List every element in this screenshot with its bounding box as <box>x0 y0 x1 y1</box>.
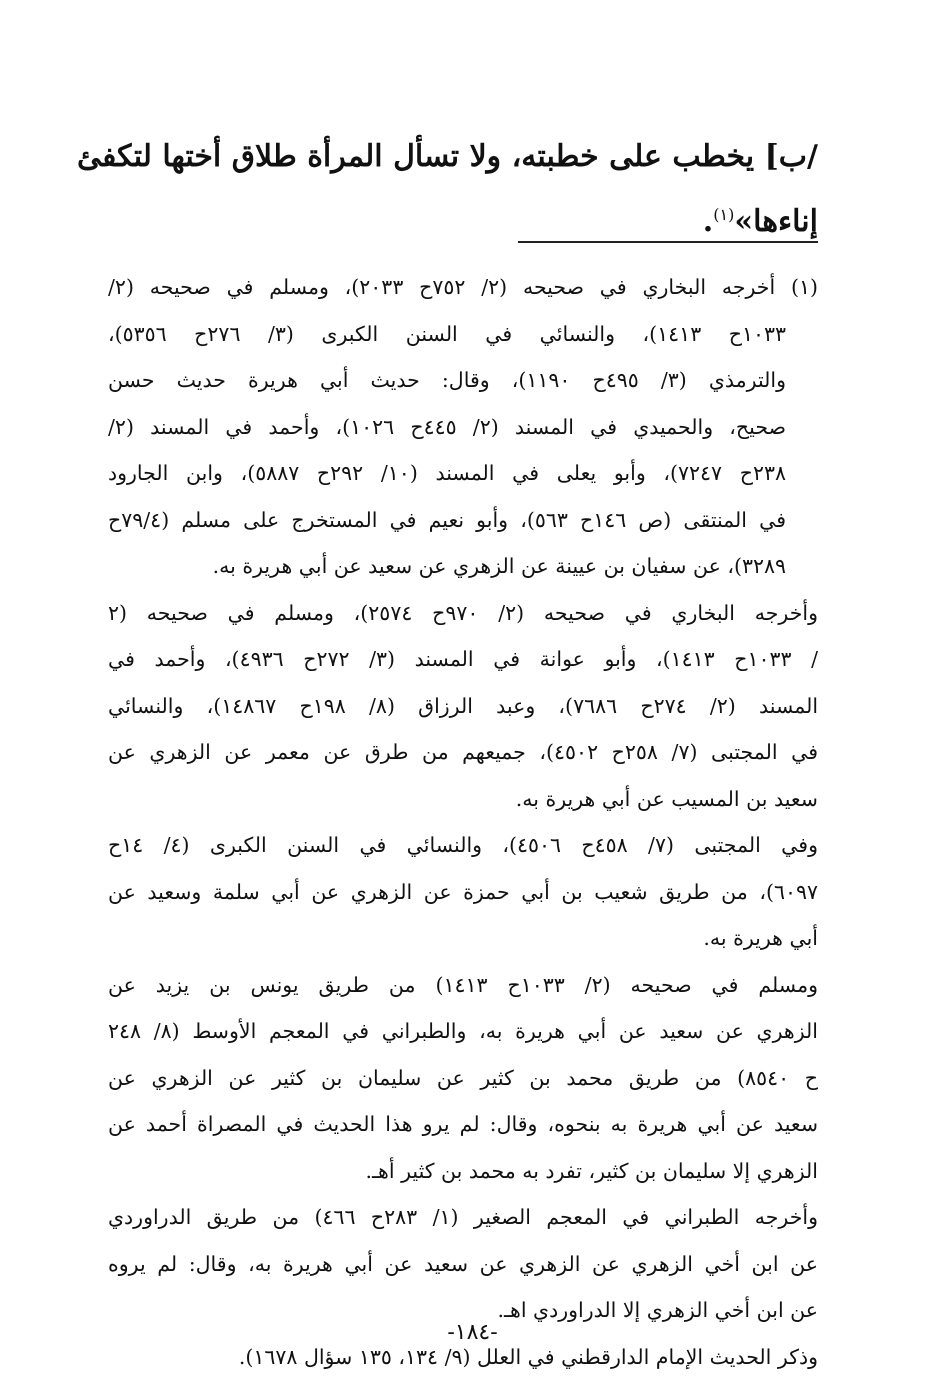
footnote-line: الزهري إلا سليمان بن كثير، تفرد به محمد بن كثير أهـ. <box>365 1158 818 1183</box>
footnote-line: سعيد عن أبي هريرة به بنحوه، وقال: لم يرو هذا الحديث في المصراة أحمد عن <box>108 1112 818 1136</box>
footnote-line: الزهري عن سعيد عن أبي هريرة به، والطبراني في المعجم الأوسط (٨/ ٢٤٨ <box>108 1019 818 1043</box>
footnote-line: والترمذي (٣/ ٤٩٥ح ١١٩٠)، وقال: حديث أبي هريرة حديث حسن <box>108 368 786 392</box>
footnote-line: / ١٠٣٣ح ١٤١٣)، وأبو عوانة في المسند (٣/ ٢٧٢ح ٤٩٣٦)، وأحمد في <box>108 647 818 671</box>
footnote-line: ٢٣٨ح ٧٢٤٧)، وأبو يعلى في المسند (١٠/ ٢٩٢ح ٥٨٨٧)، وابن الجارود <box>108 461 787 485</box>
main-text-line-1: /ب] يخطب على خطبته، ولا تسأل المرأة طلاق أختها لتكفئ <box>76 139 818 174</box>
main-text <box>76 128 818 251</box>
footnote-line: أبي هريرة به. <box>703 926 818 950</box>
footnote-line: ومسلم في صحيحه (٢/ ١٠٣٣ح ١٤١٣) من طريق يونس بن يزيد عن <box>108 972 818 997</box>
footnote-line: وأخرجه البخاري في صحيحه (٢/ ٩٧٠ح ٢٥٧٤)، ومسلم في صحيحه (٢ <box>108 600 818 625</box>
footnote-line: وأخرجه الطبراني في المعجم الصغير (١/ ٢٨٣ح ٤٦٦) من طريق الدراوردي <box>108 1205 818 1229</box>
footnote-line: ١٠٣٣ح ١٤١٣)، والنسائي في السنن الكبرى (٣/ ٢٧٦ح ٥٣٥٦)، <box>108 321 786 346</box>
footnote-line: عن ابن أخي الزهري إلا الدراوردي اهـ. <box>497 1298 818 1322</box>
footnote-line: ح ٨٥٤٠) من طريق محمد بن كثير عن سليمان بن كثير عن الزهري عن <box>108 1065 818 1090</box>
footnote-line: ٣٢٨٩)، عن سفيان بن عيينة عن الزهري عن سعيد عن أبي هريرة به. <box>212 554 786 578</box>
footnote-line: (١) أخرجه البخاري في صحيحه (٢/ ٧٥٢ح ٢٠٣٣)، ومسلم في صحيحه (٢/ <box>108 275 818 299</box>
footnote-line: في المجتبى (٧/ ٢٥٨ح ٤٥٠٢)، جميعهم من طرق عن معمر عن الزهري عن <box>108 740 818 764</box>
footnote-line: سعيد بن المسيب عن أبي هريرة به. <box>515 786 818 811</box>
footnote-line: في المنتقى (ص ١٤٦ح ٥٦٣)، وأبو نعيم في المستخرج على مسلم (٧٩/٤ح <box>108 507 787 532</box>
footnote-line: ٦٠٩٧)، من طريق شعيب بن أبي حمزة عن الزهري عن أبي سلمة وسعيد عن <box>108 879 818 904</box>
footnote-line: المسند (٢/ ٢٧٤ح ٧٦٨٦)، وعبد الرزاق (٨/ ١٩٨ح ١٤٨٦٧)، والنسائي <box>108 693 818 718</box>
footnote-line: وفي المجتبى (٧/ ٤٥٨ح ٤٥٠٦)، والنسائي في السنن الكبرى (٤/ ١٤ح <box>108 833 818 857</box>
page-number: -١٨٤- <box>447 1320 498 1345</box>
footnote-line: عن ابن أخي الزهري عن الزهري عن سعيد عن أبي هريرة به، وقال: لم يروه <box>108 1251 818 1276</box>
main-text-line-2-end: . <box>702 204 714 239</box>
footnote-reference[interactable]: (١) <box>713 205 735 224</box>
footnote-line: صحيح، والحميدي في المسند (٢/ ٤٤٥ح ١٠٢٦)، وأحمد في المسند (٢/ <box>108 414 786 439</box>
footnotes-section <box>108 264 818 1380</box>
footnote-divider <box>518 241 818 243</box>
footnote-line: وذكر الحديث الإمام الدارقطني في العلل (٩/ ١٣٤، ١٣٥ سؤال ١٦٧٨). <box>238 1344 818 1369</box>
main-text-line-2-body: إناءها» <box>734 204 818 239</box>
